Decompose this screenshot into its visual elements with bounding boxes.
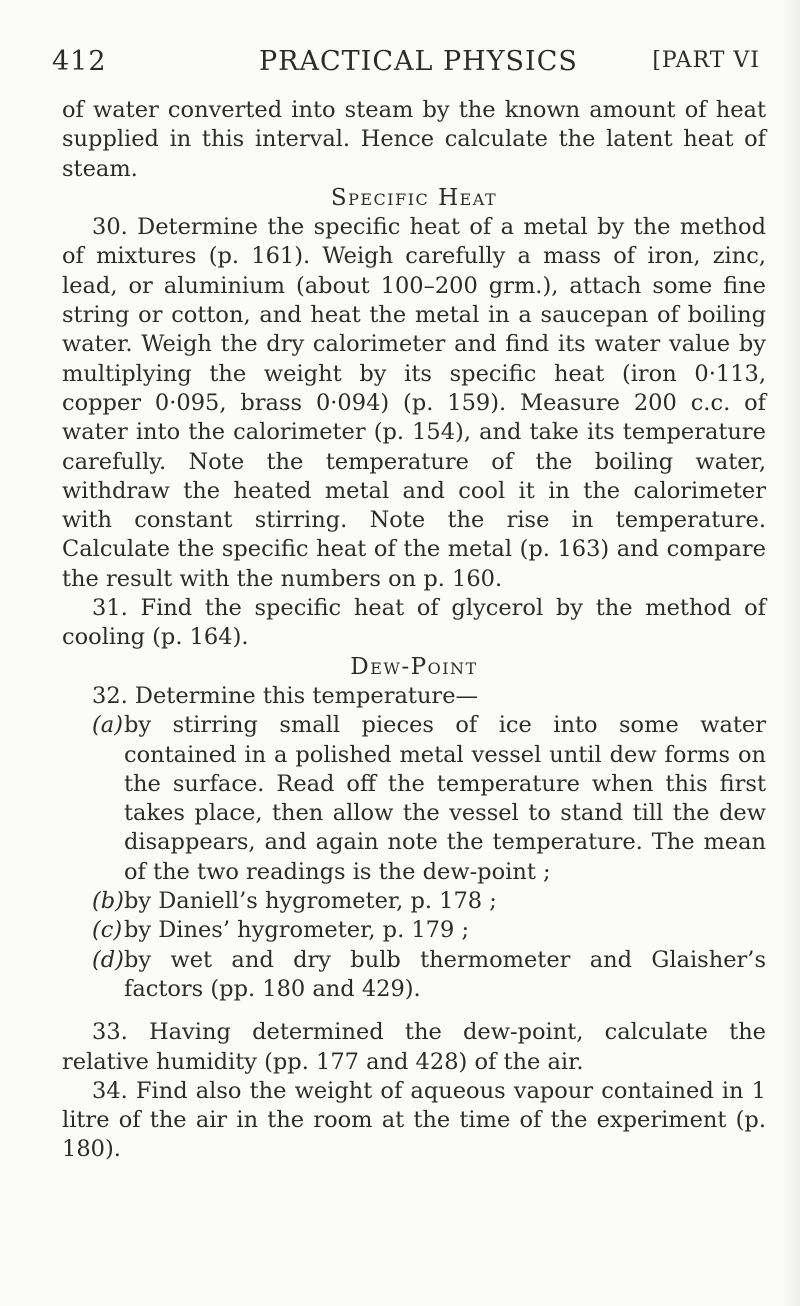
list-item-text: by Dines’ hygrometer, p. 179 ; bbox=[124, 917, 470, 944]
part-label: [PART VI bbox=[652, 48, 760, 73]
paragraph-30: 30. Determine the specific heat of a metal by the method of mixtures (p. 161). Weigh carefully a mass of iron, zinc, lead, or aluminium (about 100–200 grm.), attach some fine string or cotton, and heat the metal in a saucepan of boiling water. Weigh the dry calorimeter and find its water value by multiplying the weight by its specific heat (iron 0·113, copper 0·095, brass 0·094) (p. 159). Measure 200 c.c. of water into the calorimeter (p. 154), and take its temperature carefully. Note the temperature of the boiling water, withdraw the heated metal and cool it in the calorimeter with constant stirring. Note the rise in temperature. Calculate the specific heat of the metal (p. 163) and compare the result with the numbers on p. 160. bbox=[62, 214, 766, 592]
list-item bbox=[92, 916, 766, 945]
spacer bbox=[62, 1004, 766, 1018]
list-item-label: (d) bbox=[92, 946, 124, 973]
page-number: 412 bbox=[52, 46, 107, 77]
page-body bbox=[62, 96, 766, 1165]
paragraph-32: 32. Determine this temperature— bbox=[92, 682, 479, 709]
section-heading-specific-heat: Specific Heat bbox=[330, 184, 498, 211]
list-item-label: (b) bbox=[92, 888, 124, 915]
page-edge-shadow bbox=[782, 0, 800, 1306]
list-item-label: (c) bbox=[92, 917, 123, 944]
running-header bbox=[52, 46, 760, 90]
method-list bbox=[62, 711, 766, 1004]
list-item-text: by Daniell’s hygrometer, p. 178 ; bbox=[124, 888, 497, 915]
list-item-text: by stirring small pieces of ice into some water contained in a polished metal vessel until dew forms on the surface. Read off the temperature when this first takes place, then allow the vessel to stand till the dew disappears, and again note the temperature. The mean of the two readings is the dew-point ; bbox=[124, 712, 766, 885]
paragraph-34: 34. Find also the weight of aqueous vapour contained in 1 litre of the air in the room at the time of the experiment (p. 180). bbox=[62, 1077, 766, 1163]
running-title: PRACTICAL PHYSICS bbox=[259, 46, 578, 77]
paragraph-31: 31. Find the specific heat of glycerol by the method of cooling (p. 164). bbox=[62, 595, 766, 651]
paragraph-continued: of water converted into steam by the known amount of heat supplied in this interval. Hence calculate the latent heat of steam. bbox=[62, 97, 766, 182]
list-item-text: by wet and dry bulb thermometer and Glaisher’s factors (pp. 180 and 429). bbox=[124, 946, 766, 1002]
paragraph-33: 33. Having determined the dew-point, calculate the relative humidity (pp. 177 and 428) of the air. bbox=[62, 1019, 766, 1075]
list-item bbox=[92, 946, 766, 1005]
section-heading-dew-point: Dew-Point bbox=[350, 653, 478, 680]
list-item-label: (a) bbox=[92, 712, 123, 739]
list-item bbox=[92, 711, 766, 887]
list-item bbox=[92, 887, 766, 916]
